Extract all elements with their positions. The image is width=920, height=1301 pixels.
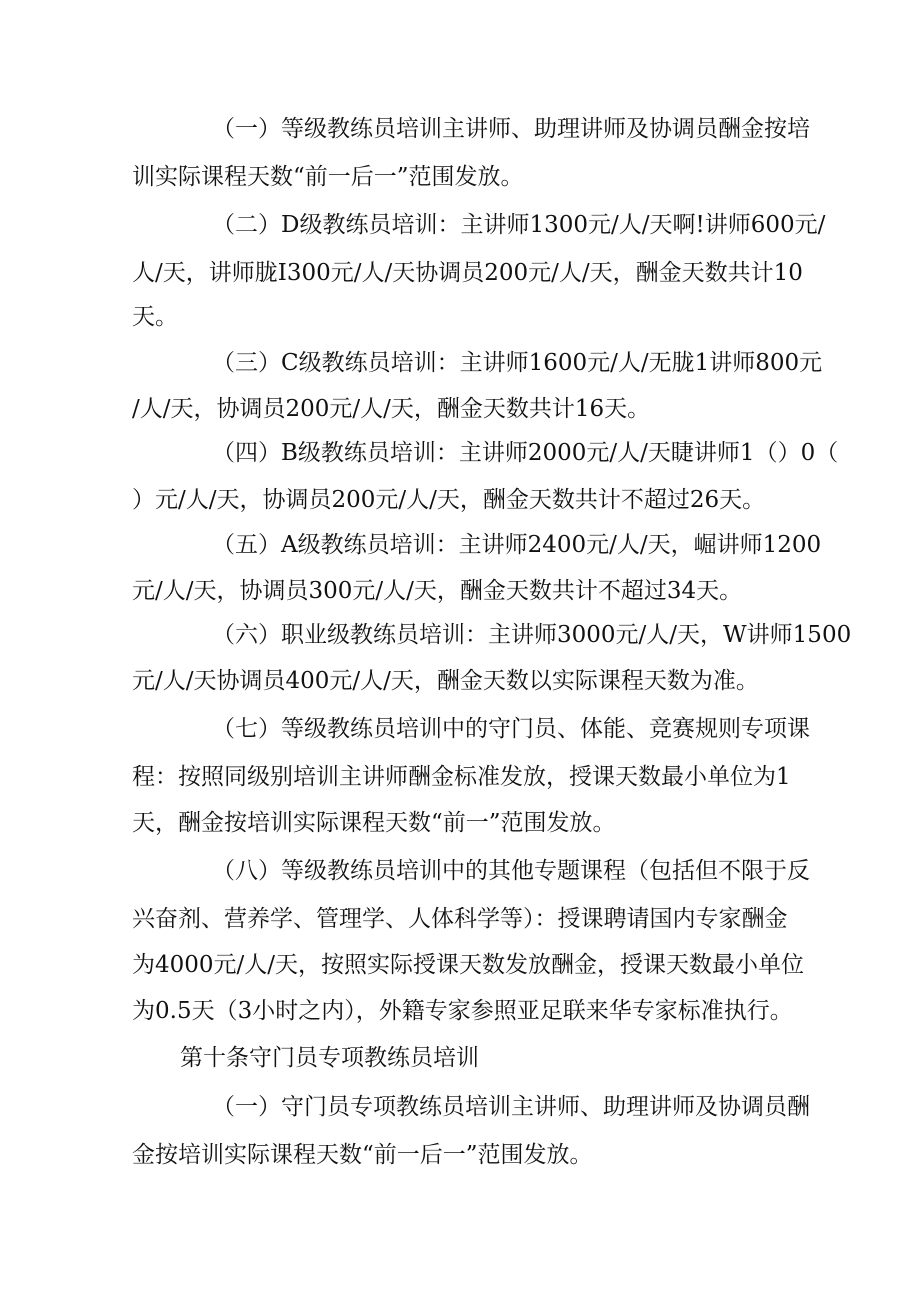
text-line: （二）D级教练员培训：主讲师1300元/人/天啊!讲师600元/ xyxy=(212,212,826,238)
text-line: （六）职业级教练员培训：主讲师3000元/人/天，W讲师1500 xyxy=(212,622,852,648)
text-line: 天。 xyxy=(132,304,178,330)
text-line: /人/天，协调员200元/人/天，酬金天数共计16天。 xyxy=(132,396,651,422)
text-line: （七）等级教练员培训中的守门员、体能、竞赛规则专项课 xyxy=(212,716,810,742)
text-line: （三）C级教练员培训：主讲师1600元/人/无胧1讲师800元 xyxy=(212,350,823,376)
text-line: ）元/人/天，协调员200元/人/天，酬金天数共计不超过26天。 xyxy=(132,487,766,513)
text-line: （五）A级教练员培训：主讲师2400元/人/天，崛讲师1200 xyxy=(212,532,822,558)
text-line: 元/人/天协调员400元/人/天，酬金天数以实际课程天数为准。 xyxy=(132,668,759,694)
text-line: 元/人/天，协调员300元/人/天，酬金天数共计不超过34天。 xyxy=(132,578,743,604)
text-line: 人/天，讲师胧I300元/人/天协调员200元/人/天，酬金天数共计10 xyxy=(132,260,803,286)
text-line: 为4000元/人/天，按照实际授课天数发放酬金，授课天数最小单位 xyxy=(132,952,805,978)
text-line: （一）等级教练员培训主讲师、助理讲师及协调员酬金按培 xyxy=(212,116,810,142)
text-line: 兴奋剂、营养学、管理学、人体科学等）：授课聘请国内专家酬金 xyxy=(132,906,788,932)
article-heading: 第十条守门员专项教练员培训 xyxy=(180,1045,479,1071)
text-line: 训实际课程天数“前一后一”范围发放。 xyxy=(132,164,524,190)
text-line: 为0.5天（3小时之内），外籍专家参照亚足联来华专家标准执行。 xyxy=(132,998,793,1024)
text-line: （一）守门员专项教练员培训主讲师、助理讲师及协调员酬 xyxy=(212,1094,810,1120)
text-line: 天，酬金按培训实际课程天数“前一”范围发放。 xyxy=(132,810,616,836)
text-line: （四）B级教练员培训：主讲师2000元/人/天睫讲师1（）0（ xyxy=(212,440,839,466)
text-line: （八）等级教练员培训中的其他专题课程（包括但不限于反 xyxy=(212,858,810,884)
text-line: 金按培训实际课程天数“前一后一”范围发放。 xyxy=(132,1142,593,1168)
text-line: 程：按照同级别培训主讲师酬金标准发放，授课天数最小单位为1 xyxy=(132,764,791,790)
